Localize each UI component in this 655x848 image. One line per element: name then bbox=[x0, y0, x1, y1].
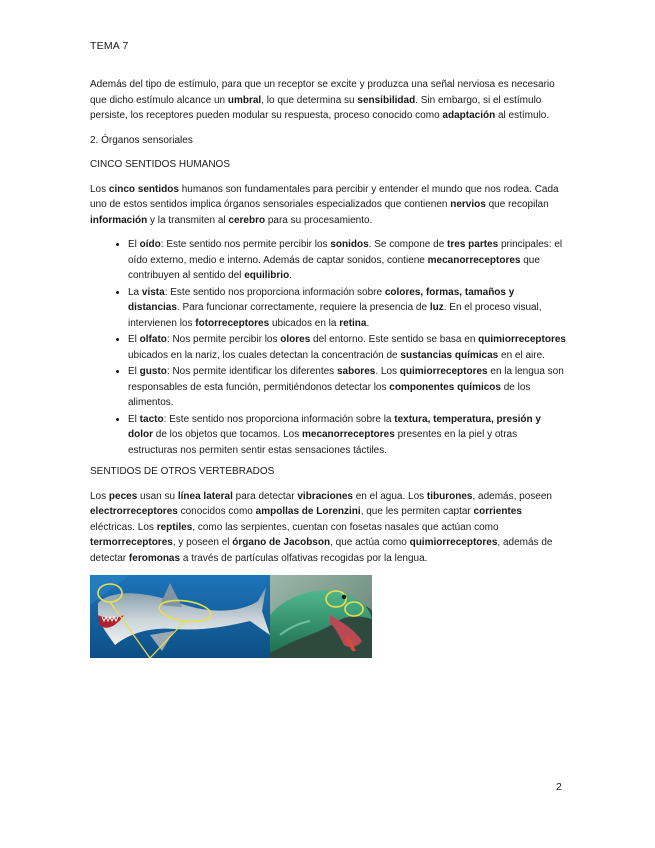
bold-term: oído bbox=[139, 239, 161, 250]
text-run: humanos son fundamentales para percibir y entender el mundo que nos rodea. Cada uno de estos sentidos implica órganos sensoriales especializados que contienen bbox=[90, 183, 559, 210]
text-run: en la lengua son responsables de esta función, permitiéndonos detectar los bbox=[128, 366, 564, 393]
bold-term: equilibrio bbox=[244, 270, 290, 281]
bold-term: mecanorreceptores bbox=[427, 254, 521, 266]
text-run: . bbox=[289, 270, 292, 281]
bold-term: ampollas de Lorenzini bbox=[255, 506, 361, 517]
text-run: Los bbox=[90, 183, 109, 195]
text-run: La bbox=[128, 286, 142, 298]
bold-term: línea lateral bbox=[177, 490, 233, 502]
bold-term: mecanorreceptores bbox=[301, 429, 395, 440]
bold-term: quimiorreceptores bbox=[478, 334, 566, 345]
bold-term: sabores bbox=[336, 366, 376, 377]
text-run: , lo que determina su bbox=[261, 94, 358, 106]
bold-term: retina bbox=[339, 317, 367, 329]
text-run: que contribuyen al sentido del bbox=[128, 254, 540, 281]
bold-term: peces bbox=[108, 490, 138, 502]
text-run: , como las serpientes, cuentan con fosetas nasales que actúan como bbox=[192, 521, 499, 533]
text-run: . Se compone de bbox=[368, 239, 448, 250]
text-run: ubicados en la nariz, los cuales detectan la concentración de bbox=[128, 349, 401, 361]
bold-term: vista bbox=[141, 286, 165, 298]
text-run: del entorno. Este sentido se basa en bbox=[310, 334, 479, 345]
text-run: : Este sentido nos proporciona información sobre la bbox=[163, 413, 395, 425]
text-run: eléctricas. Los bbox=[90, 521, 157, 533]
bold-term: sensibilidad bbox=[357, 94, 416, 106]
text-run: para su procesamiento. bbox=[265, 214, 373, 226]
list-item-vista bbox=[128, 285, 568, 332]
text-run: . En el proceso visual, intervienen los bbox=[128, 302, 542, 329]
text-run: : Este sentido nos permite percibir los bbox=[160, 239, 331, 250]
text-run: : Nos permite identificar los diferentes bbox=[166, 366, 337, 377]
bold-term: nervios bbox=[450, 199, 486, 210]
text-run: , y poseen el bbox=[172, 537, 233, 548]
subheading-human-senses: CINCO SENTIDOS HUMANOS bbox=[90, 159, 231, 170]
text-run: Además del tipo de estímulo, para que un receptor se excite y produzca una señal nerviosa es necesario que dicho estímulo alcance un bbox=[90, 79, 555, 106]
text-run: El bbox=[128, 366, 140, 377]
bold-term: tiburones bbox=[426, 490, 473, 502]
bold-term: quimiorreceptores bbox=[409, 537, 498, 548]
bold-term: umbral bbox=[227, 94, 262, 106]
text-run: en el agua. Los bbox=[352, 490, 427, 502]
bold-term: adaptación bbox=[442, 110, 496, 121]
snake-image bbox=[270, 575, 372, 658]
bold-term: sustancias químicas bbox=[400, 349, 499, 361]
text-run: y la transmiten al bbox=[147, 214, 229, 226]
text-run: presentes en la piel y otras estructuras nos permiten sentir estas sensaciones táctiles. bbox=[128, 429, 518, 456]
text-run: de los objetos que tocamos. Los bbox=[153, 429, 302, 440]
text-run: para detectar bbox=[232, 490, 298, 502]
bold-term: feromonas bbox=[128, 552, 181, 564]
text-run: en el aire. bbox=[498, 349, 545, 361]
text-run: El bbox=[128, 334, 140, 345]
text-run: principales: el oído externo, medio e interno. Además de captar sonidos, contiene bbox=[128, 239, 563, 266]
vertebrates-paragraph bbox=[90, 489, 568, 567]
text-run: usan su bbox=[137, 490, 178, 502]
text-run: . Sin embargo, si el estímulo persiste, los receptores pueden modular su respuesta, proceso conocido como bbox=[90, 94, 542, 121]
bold-term: tres partes bbox=[447, 239, 499, 250]
bold-term: reptiles bbox=[156, 521, 193, 533]
text-run: conocidos como bbox=[177, 506, 256, 517]
text-run: : Nos permite percibir los bbox=[166, 334, 281, 345]
subheading-other-vertebrates: SENTIDOS DE OTROS VERTEBRADOS bbox=[90, 466, 275, 477]
text-run: El bbox=[128, 413, 140, 425]
bold-term: textura, temperatura, presión y dolor bbox=[128, 413, 541, 440]
bold-term: gusto bbox=[139, 366, 167, 377]
bold-term: componentes químicos bbox=[389, 381, 501, 393]
text-run: , que les permiten captar bbox=[360, 506, 474, 517]
senses-list bbox=[90, 237, 568, 458]
bold-term: luz bbox=[429, 302, 444, 313]
bold-term: olfato bbox=[139, 334, 167, 345]
bold-term: fotorreceptores bbox=[195, 317, 270, 329]
bold-term: colores, formas, tamaños y distancias bbox=[128, 286, 515, 313]
list-item-olfato bbox=[128, 332, 568, 363]
bold-term: termorreceptores bbox=[90, 537, 173, 548]
list-item-gusto bbox=[128, 364, 568, 411]
text-run: a través de partículas olfativas recogidas por la lengua. bbox=[180, 552, 428, 564]
bold-term: cinco sentidos bbox=[108, 183, 179, 195]
bold-term: información bbox=[90, 214, 148, 226]
list-item-oido bbox=[128, 237, 568, 284]
bold-term: tacto bbox=[139, 413, 164, 425]
bold-term: electrorreceptores bbox=[90, 506, 178, 517]
bold-term: vibraciones bbox=[297, 490, 353, 502]
text-run: al estímulo. bbox=[495, 110, 550, 121]
shark-image bbox=[90, 575, 270, 658]
senses-intro-paragraph bbox=[90, 182, 568, 229]
bold-term: quimiorreceptores bbox=[399, 366, 488, 377]
section-title: 2. Órganos sensoriales bbox=[90, 134, 193, 146]
text-run: , además, poseen bbox=[472, 490, 552, 502]
page-content bbox=[90, 77, 568, 658]
text-run: El bbox=[128, 239, 140, 250]
text-run: : Este sentido nos proporciona información sobre bbox=[164, 286, 385, 298]
bold-term: olores bbox=[280, 334, 311, 345]
text-run: . Los bbox=[375, 366, 400, 377]
text-run: Los bbox=[90, 490, 109, 502]
bold-term: sonidos bbox=[330, 239, 369, 250]
text-run: ubicados en la bbox=[269, 317, 340, 329]
list-item-tacto bbox=[128, 412, 568, 459]
figures-row bbox=[90, 575, 568, 658]
bold-term: cerebro bbox=[228, 214, 266, 226]
text-run: , que actúa como bbox=[330, 537, 410, 548]
text-run: que recopilan bbox=[485, 199, 549, 210]
text-run: . Para funcionar correctamente, requiere la presencia de bbox=[176, 302, 430, 313]
text-run: de los alimentos. bbox=[128, 381, 531, 408]
bold-term: órgano de Jacobson bbox=[232, 537, 331, 548]
text-run: , además de detectar bbox=[90, 537, 553, 564]
bold-term: corrientes bbox=[473, 506, 522, 517]
page-header: TEMA 7 bbox=[90, 40, 129, 52]
page-number: 2 bbox=[556, 781, 562, 793]
text-run: . bbox=[366, 317, 370, 329]
intro-paragraph bbox=[90, 77, 568, 124]
